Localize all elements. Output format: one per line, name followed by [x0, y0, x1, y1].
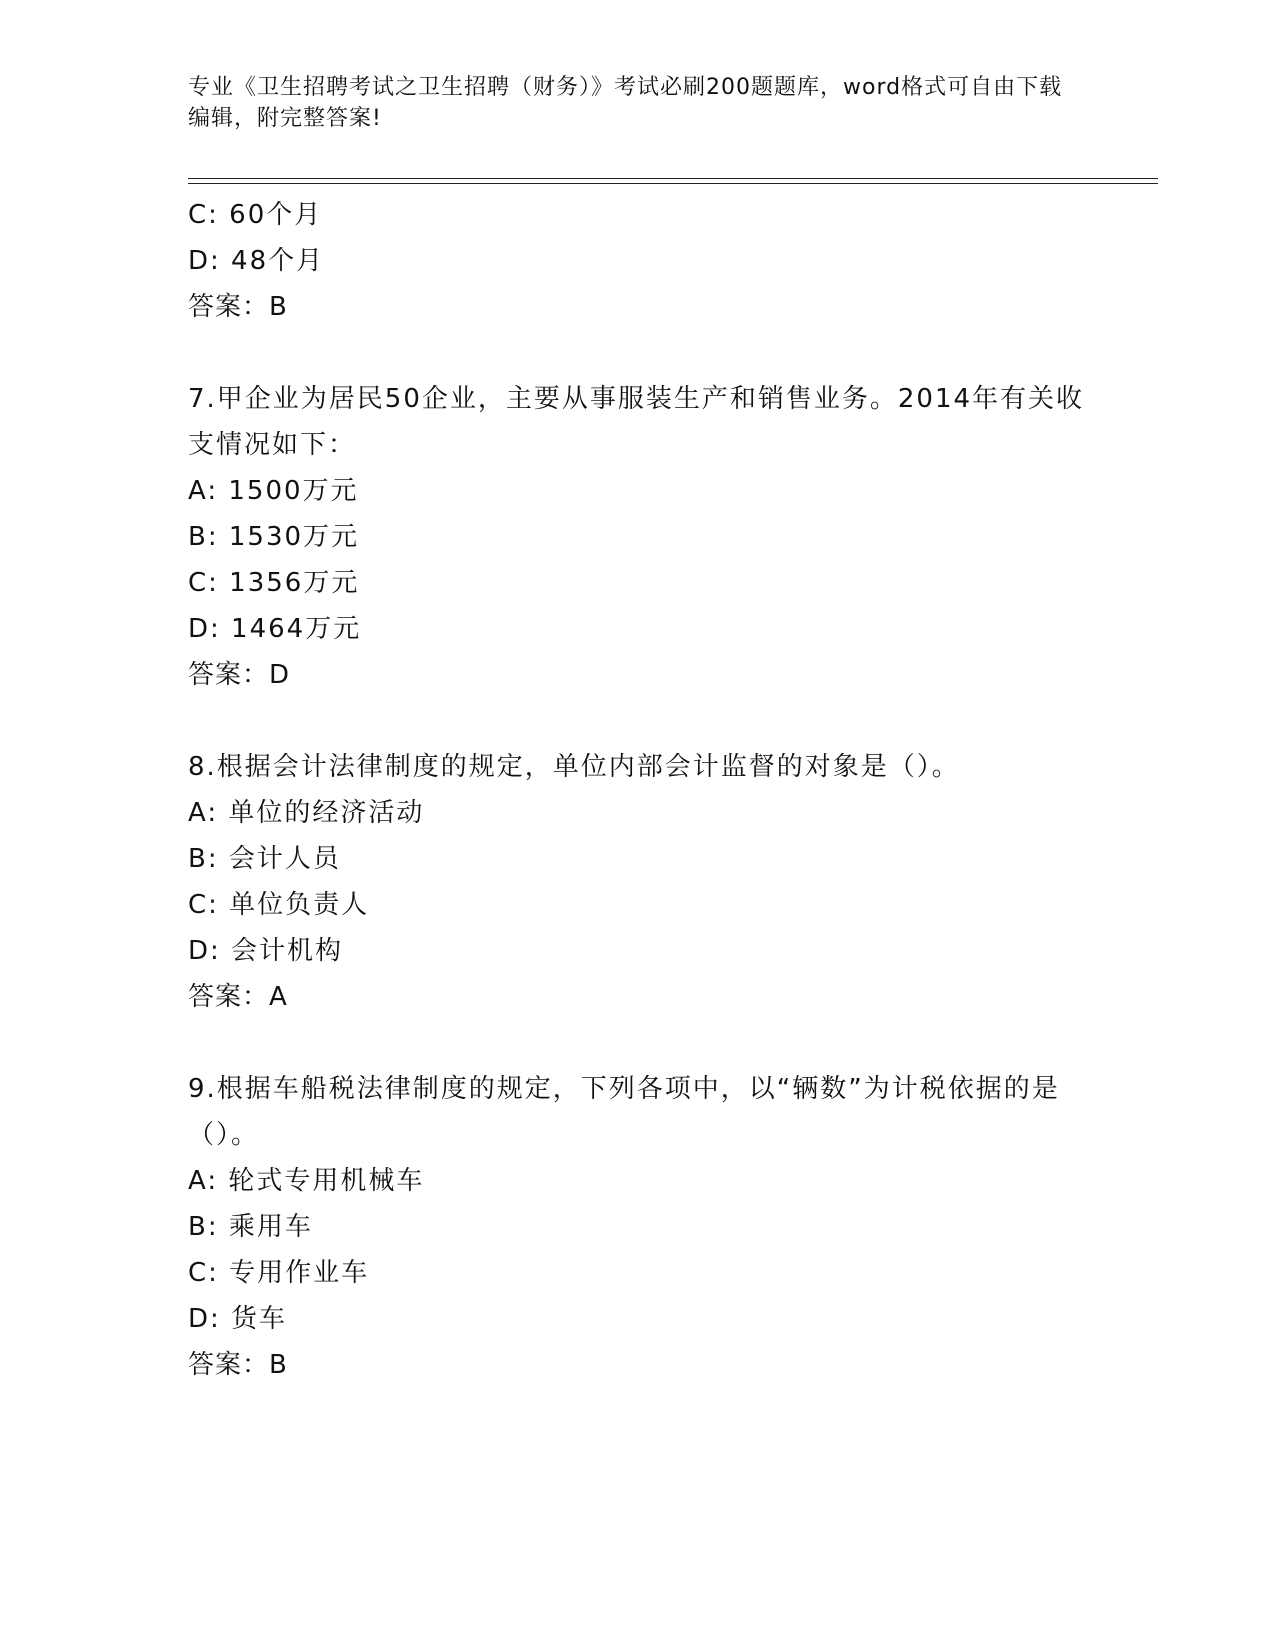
question-7-answer: 答案：D: [188, 660, 291, 690]
question-9-option-b: B: 乘用车: [188, 1212, 313, 1242]
question-8-option-d: D: 会计机构: [188, 936, 344, 966]
header-rule-bottom: [188, 183, 1158, 184]
header-rule-top: [188, 178, 1158, 179]
question-7-option-a: A: 1500万元: [188, 476, 359, 506]
question-8-option-c: C: 单位负责人: [188, 890, 370, 920]
question-8: 8.根据会计法律制度的规定，单位内部会计监督的对象是（）。: [188, 752, 960, 782]
question-7-option-b: B: 1530万元: [188, 522, 360, 552]
document-header: 专业《卫生招聘考试之卫生招聘（财务）》考试必刷200题题库，word格式可自由下载编辑，附完整答案!: [188, 75, 1063, 131]
question-8-answer: 答案：A: [188, 982, 288, 1012]
question-9-answer: 答案：B: [188, 1350, 288, 1380]
option-c: C: 60个月: [188, 200, 323, 230]
question-8-option-b: B: 会计人员: [188, 844, 341, 874]
question-7-option-d: D: 1464万元: [188, 614, 362, 644]
question-list: [188, 192, 1088, 1388]
question-7-option-c: C: 1356万元: [188, 568, 360, 598]
question-9-option-a: A: 轮式专用机械车: [188, 1166, 425, 1196]
answer: 答案：B: [188, 292, 288, 322]
question-9-option-d: D: 货车: [188, 1304, 288, 1334]
question-9: 9.根据车船税法律制度的规定，下列各项中，以“辆数”为计税依据的是（）。: [188, 1074, 1060, 1150]
question-7: 7.甲企业为居民50企业，主要从事服装生产和销售业务。2014年有关收支情况如下：: [188, 384, 1085, 460]
question-8-option-a: A: 单位的经济活动: [188, 798, 425, 828]
question-9-option-c: C: 专用作业车: [188, 1258, 370, 1288]
option-d: D: 48个月: [188, 246, 325, 276]
